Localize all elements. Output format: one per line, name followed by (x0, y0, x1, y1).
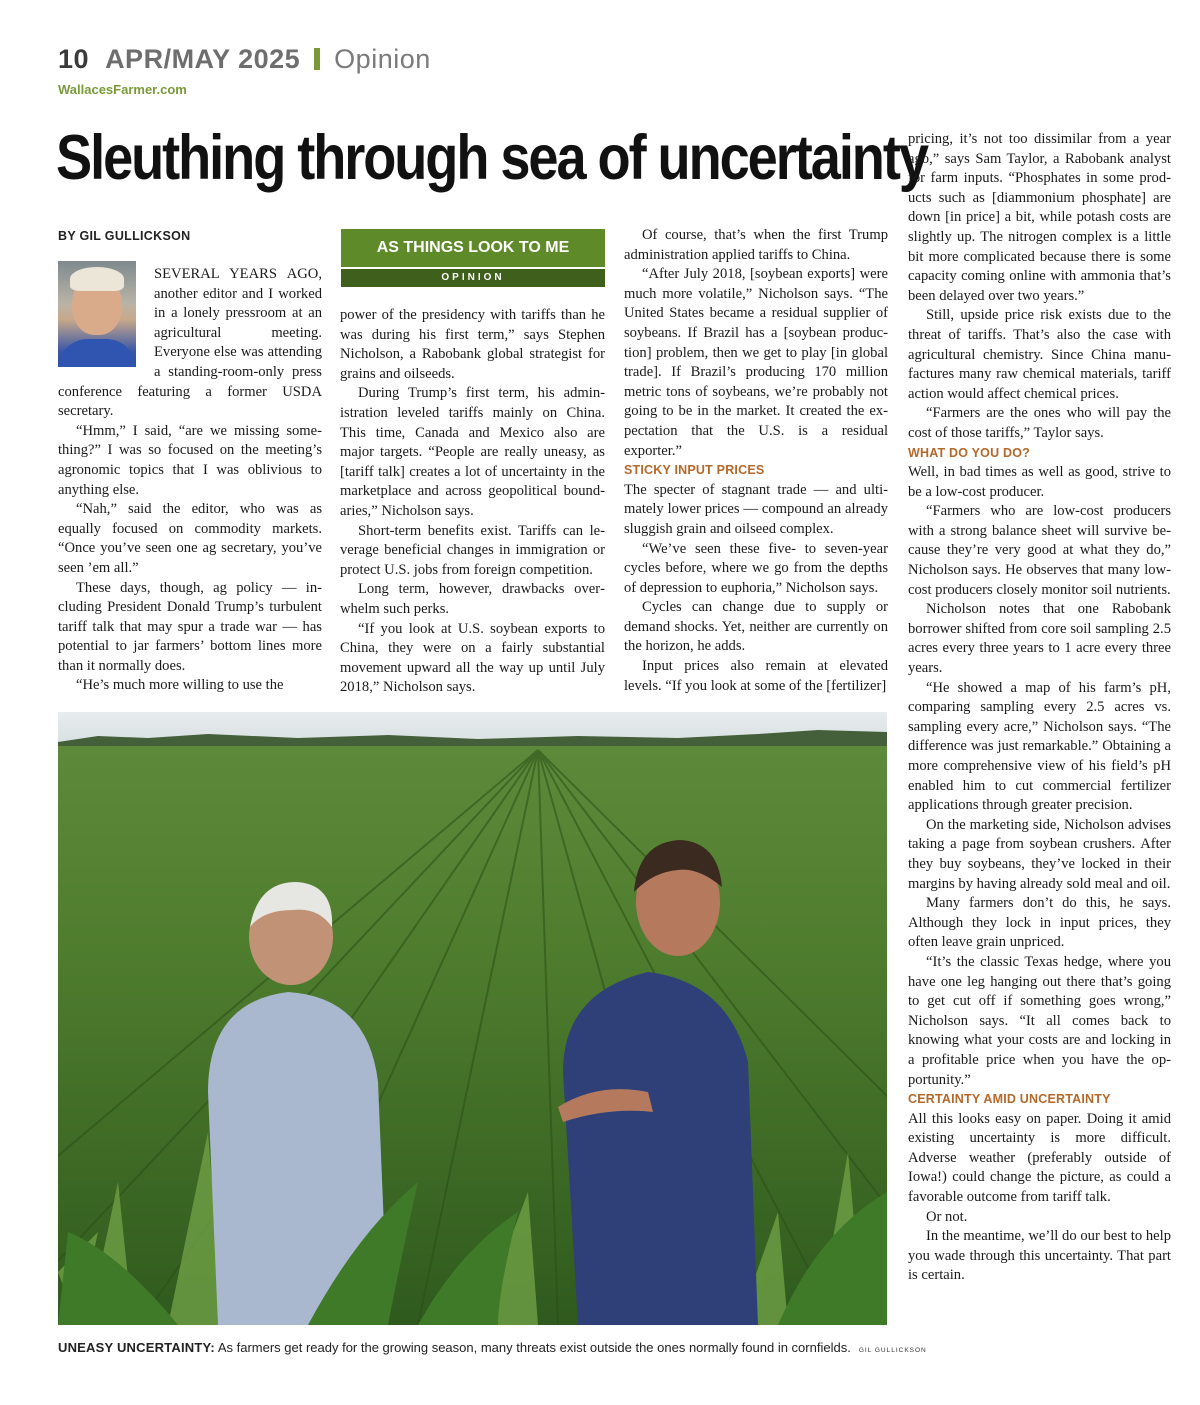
column-banner-title: AS THINGS LOOK TO ME (341, 229, 605, 267)
paragraph: “We’ve seen these five- to seven-year cycles before, where we go from the depths of depression to euphoria,” Nicholson says. (624, 540, 888, 596)
website-link[interactable]: WallacesFarmer.com (58, 82, 187, 97)
lead-paragraph: SEVERAL YEARS AGO, another editor and I worked in a lonely pressroom at an agricultural meeting. Everyone else was attending a standing-room-only press conference featuring a former USDA secretary. (58, 266, 322, 420)
paragraph: pricing, it’s not too dissimilar from a year ago,” says Sam Taylor, a Rabobank analyst for farm inputs. “Phosphates in some products such as [diammonium phosphate] are down [in price] a bit, while potash costs are slightly up. The nitrogen complex is a little bit more complicated because there is some capacity coming online with ammonia that’s been delayed over two years.” (908, 131, 1171, 304)
subhead-what-do-you-do: WHAT DO YOU DO? (908, 445, 1030, 460)
caption-text: As farmers get ready for the growing season, many threats exist outside the ones normally found in cornfields. (214, 1340, 851, 1355)
paragraph: On the marketing side, Nicholson advises taking a page from soybean crushers. After they buy soybeans, they’ve locked in their margins by having already sold meal and oil. (908, 816, 1171, 892)
paragraph: “It’s the classic Texas hedge, where you have one leg hanging out there that’s going to get cut off if something goes wrong,” Nicholson says. “It all comes back to knowing what your costs are and locking in a profitable price when you have the opportunity.” (908, 953, 1171, 1088)
paragraph: Input prices also remain at elevated levels. “If you look at some of the [fertilizer] (624, 658, 888, 694)
paragraph: Of course, that’s when the first Trump administration applied tariffs to China. (624, 227, 888, 263)
caption-label: UNEASY UNCERTAINTY: (58, 1340, 215, 1355)
paragraph: The specter of stagnant trade — and ultimately lower prices — compound an already sluggish grain and oilseed complex. (624, 481, 888, 537)
paragraph: Well, in bad times as well as good, strive to be a low-cost producer. (908, 464, 1171, 500)
issue-date: APR/MAY 2025 (105, 44, 301, 74)
column-banner-label: OPINION (341, 269, 605, 287)
photo-caption (58, 1340, 927, 1355)
paragraph: “Farmers are the ones who will pay the cost of those tariffs,” Taylor says. (908, 405, 1171, 441)
article-column-4 (908, 130, 1171, 1286)
paragraph: Long term, however, drawbacks overwhelm such perks. (340, 581, 605, 617)
page-folio (58, 44, 431, 75)
paragraph: “After July 2018, [soybean exports] were much more volatile,” Nicholson says. “The United States became a residual supplier of soybeans. If Brazil has a [soybean production] problem, then we get to play [in global trade]. If Brazil’s producing 170 million metric tons of soybeans, we’re probably not going to be in the market. It created the expectation that the U.S. is a residual exporter.” (624, 266, 888, 459)
paragraph: “He’s much more willing to use the (76, 677, 284, 694)
article-column-1 (58, 265, 322, 696)
paragraph: Short-term benefits exist. Tariffs can leverage beneficial changes in immigration or protect U.S. jobs from foreign competition. (340, 522, 605, 578)
lead-caps: SEVERAL YEARS AGO, (154, 266, 322, 282)
paragraph: All this looks easy on paper. Doing it amid existing uncertainty is more difficult. Adverse weather (preferably outside of Iowa!) could change the picture, as could a favorable outcome from tariff talk. (908, 1110, 1171, 1206)
article-column-2 (340, 306, 605, 698)
paragraph: “Farmers who are low-cost producers with a strong balance sheet will survive because they’re very good at what they do,” Nicholson says. He observes that many low-cost producers closely monitor soil nutrients. (908, 503, 1171, 598)
section-name: Opinion (334, 44, 431, 74)
column-banner (341, 229, 605, 287)
folio-divider (314, 48, 320, 70)
paragraph: In the meantime, we’ll do our best to help you wade through this uncertainty. That part is certain. (908, 1228, 1171, 1284)
paragraph: These days, though, ag policy — including President Donald Trump’s turbulent tariff talk that may spur a trade war — has potential to jar farmers’ bottom lines more than it normally does. (58, 579, 322, 674)
byline: BY GIL GULLICKSON (58, 229, 191, 243)
article-column-3 (624, 226, 888, 696)
cornfield-photo (58, 712, 887, 1325)
subhead-certainty-amid-uncertainty: CERTAINTY AMID UNCERTAINTY (908, 1092, 1111, 1107)
paragraph: “Hmm,” I said, “are we missing something?” I was so focused on the meeting’s agronomic topics that I was oblivious to anything else. (58, 422, 322, 498)
paragraph: power of the presidency with tariffs than he was during his first term,” says Stephen Nicholson, a Rabobank global strategist for grains and oilseeds. (340, 307, 605, 382)
paragraph: During Trump’s first term, his administration leveled tariffs mainly on China. This time, Canada and Mexico also are major targets. “People are really uneasy, as [tariff talk] creates a lot of uncertainty in the marketplace and across geopolitical boundaries,” Nicholson says. (340, 385, 605, 519)
paragraph: “If you look at U.S. soybean exports to China, they were on a fairly substantial movement upward all the way up until July 2018,” Nicholson says. (340, 620, 605, 696)
page-number: 10 (58, 44, 90, 74)
paragraph: Or not. (926, 1208, 968, 1225)
paragraph: “Nah,” said the editor, who was as equally focused on commodity markets. “Once you’ve seen one ag secretary, you’ve seen ’em all.” (58, 501, 322, 576)
paragraph: Still, upside price risk exists due to the threat of tariffs. That’s also the case with agricultural chemistry. Since China manufactures many raw chemical materials, tariff action would affect chemical prices. (908, 307, 1171, 402)
article-headline: Sleuthing through sea of uncertainty (56, 123, 927, 193)
subhead-sticky-input-prices: STICKY INPUT PRICES (624, 463, 765, 478)
paragraph: Cycles can change due to supply or demand shocks. Yet, neither are currently on the horizon, he adds. (624, 599, 888, 655)
photo-credit: GIL GULLICKSON (858, 1347, 927, 1354)
paragraph: Many farmers don’t do this, he says. Although they lock in input prices, they often leave grain unpriced. (908, 895, 1171, 951)
paragraph: Nicholson notes that one Rabobank borrower shifted from core soil sampling 2.5 acres every three years to 1 acre every three years. (908, 601, 1171, 677)
paragraph: “He showed a map of his farm’s pH, comparing sampling every 2.5 acres vs. sampling every acre,” Nicholson says. “The difference was just remarkable.” Obtaining a more comprehensive view of his field’s pH enabled him to cut commercial fertilizer applications through greater precision. (908, 679, 1171, 814)
